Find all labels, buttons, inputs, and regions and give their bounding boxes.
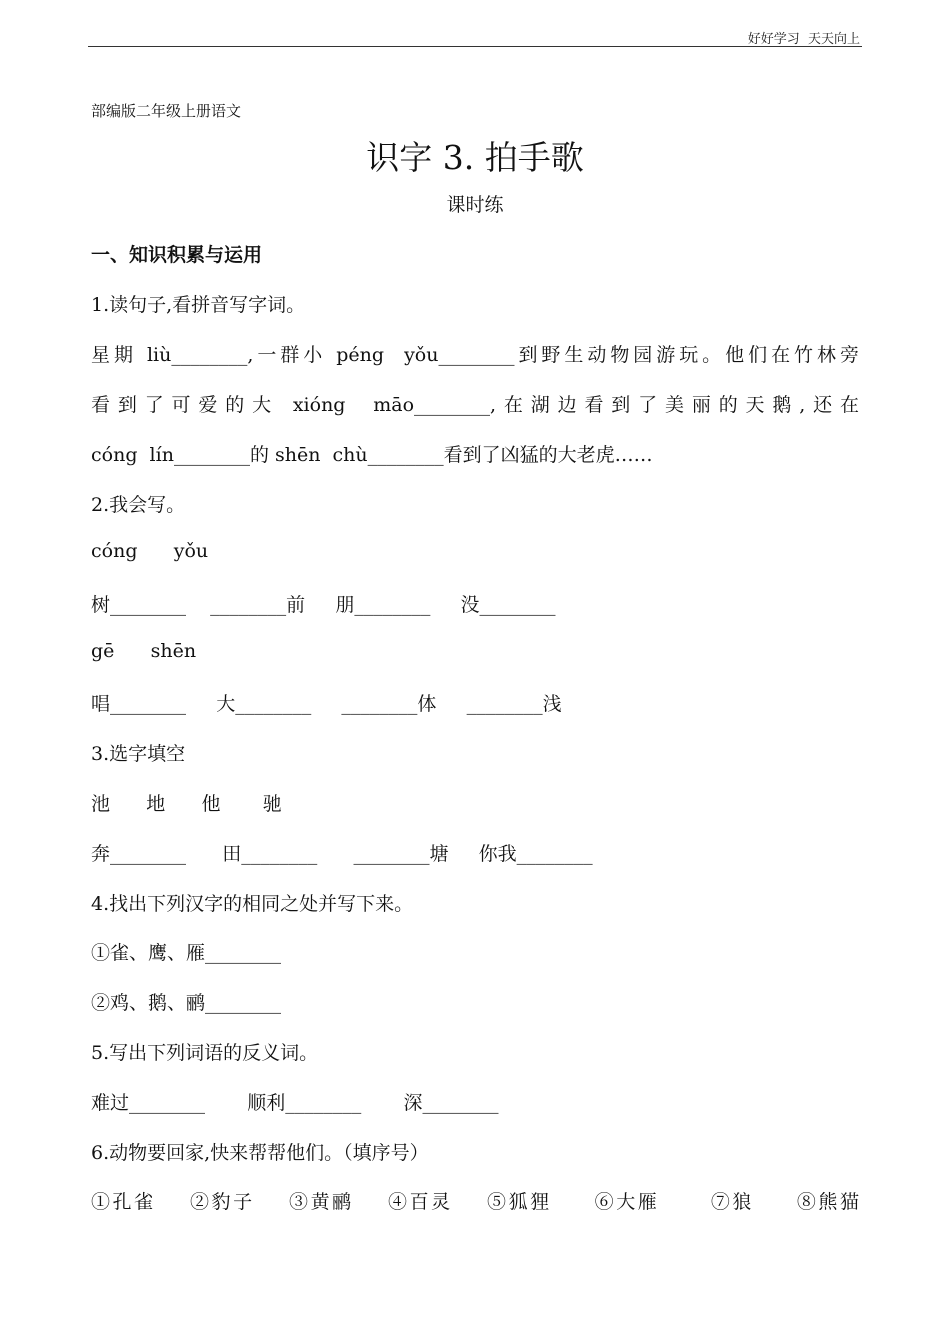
q4-item-1: ①雀、鹰、雁________: [91, 942, 282, 964]
q1-prompt: 1.读句子,看拼音写字词。: [91, 294, 306, 316]
q5-prompt: 5.写出下列词语的反义词。: [91, 1042, 319, 1064]
q2-row-2: 唱________ 大________ ________体 ________浅: [91, 693, 562, 715]
q1-line-2: 看到了可爱的大 xióng māo________,在湖边看到了美丽的天鹅,还在: [91, 394, 859, 416]
q4-item-2: ②鸡、鹅、鹂________: [91, 992, 282, 1014]
page-title: 识字 3. 拍手歌: [366, 138, 584, 177]
grade-label: 部编版二年级上册语文: [91, 102, 242, 120]
q6-prompt: 6.动物要回家,快来帮帮他们。（填序号）: [91, 1142, 429, 1164]
q3-prompt: 3.选字填空: [91, 743, 186, 765]
section-title: 一、知识积累与运用: [91, 244, 263, 266]
page-subtitle: 课时练: [446, 194, 504, 216]
q2-prompt: 2.我会写。: [91, 494, 186, 516]
q3-row: 奔________ 田________ ________塘 你我________: [91, 843, 593, 865]
q2-pinyin-2: gē shēn: [91, 640, 197, 662]
header-slogan: 好好学习 天天向上: [747, 32, 860, 47]
q1-line-3: cóng lín________的 shēn chù________看到了凶猛的大老虎……: [91, 444, 653, 466]
header-divider: [88, 46, 862, 47]
q2-row-1: 树________ ________前 朋________ 没________: [91, 594, 556, 616]
q1-line-1: 星期 liù________,一群小 péng yǒu________到野生动物园游玩。他们在竹林旁: [91, 344, 859, 366]
q3-options: 池 地 他 驰: [91, 793, 282, 815]
q6-animal-list: ①孔雀 ②豹子 ③黄鹂 ④百灵 ⑤狐狸 ⑥大雁 ⑦狼 ⑧熊猫: [91, 1191, 859, 1213]
q5-row: 难过________ 顺利________ 深________: [91, 1092, 499, 1114]
q2-pinyin-1: cóng yǒu: [91, 540, 209, 562]
q4-prompt: 4.找出下列汉字的相同之处并写下来。: [91, 893, 414, 915]
